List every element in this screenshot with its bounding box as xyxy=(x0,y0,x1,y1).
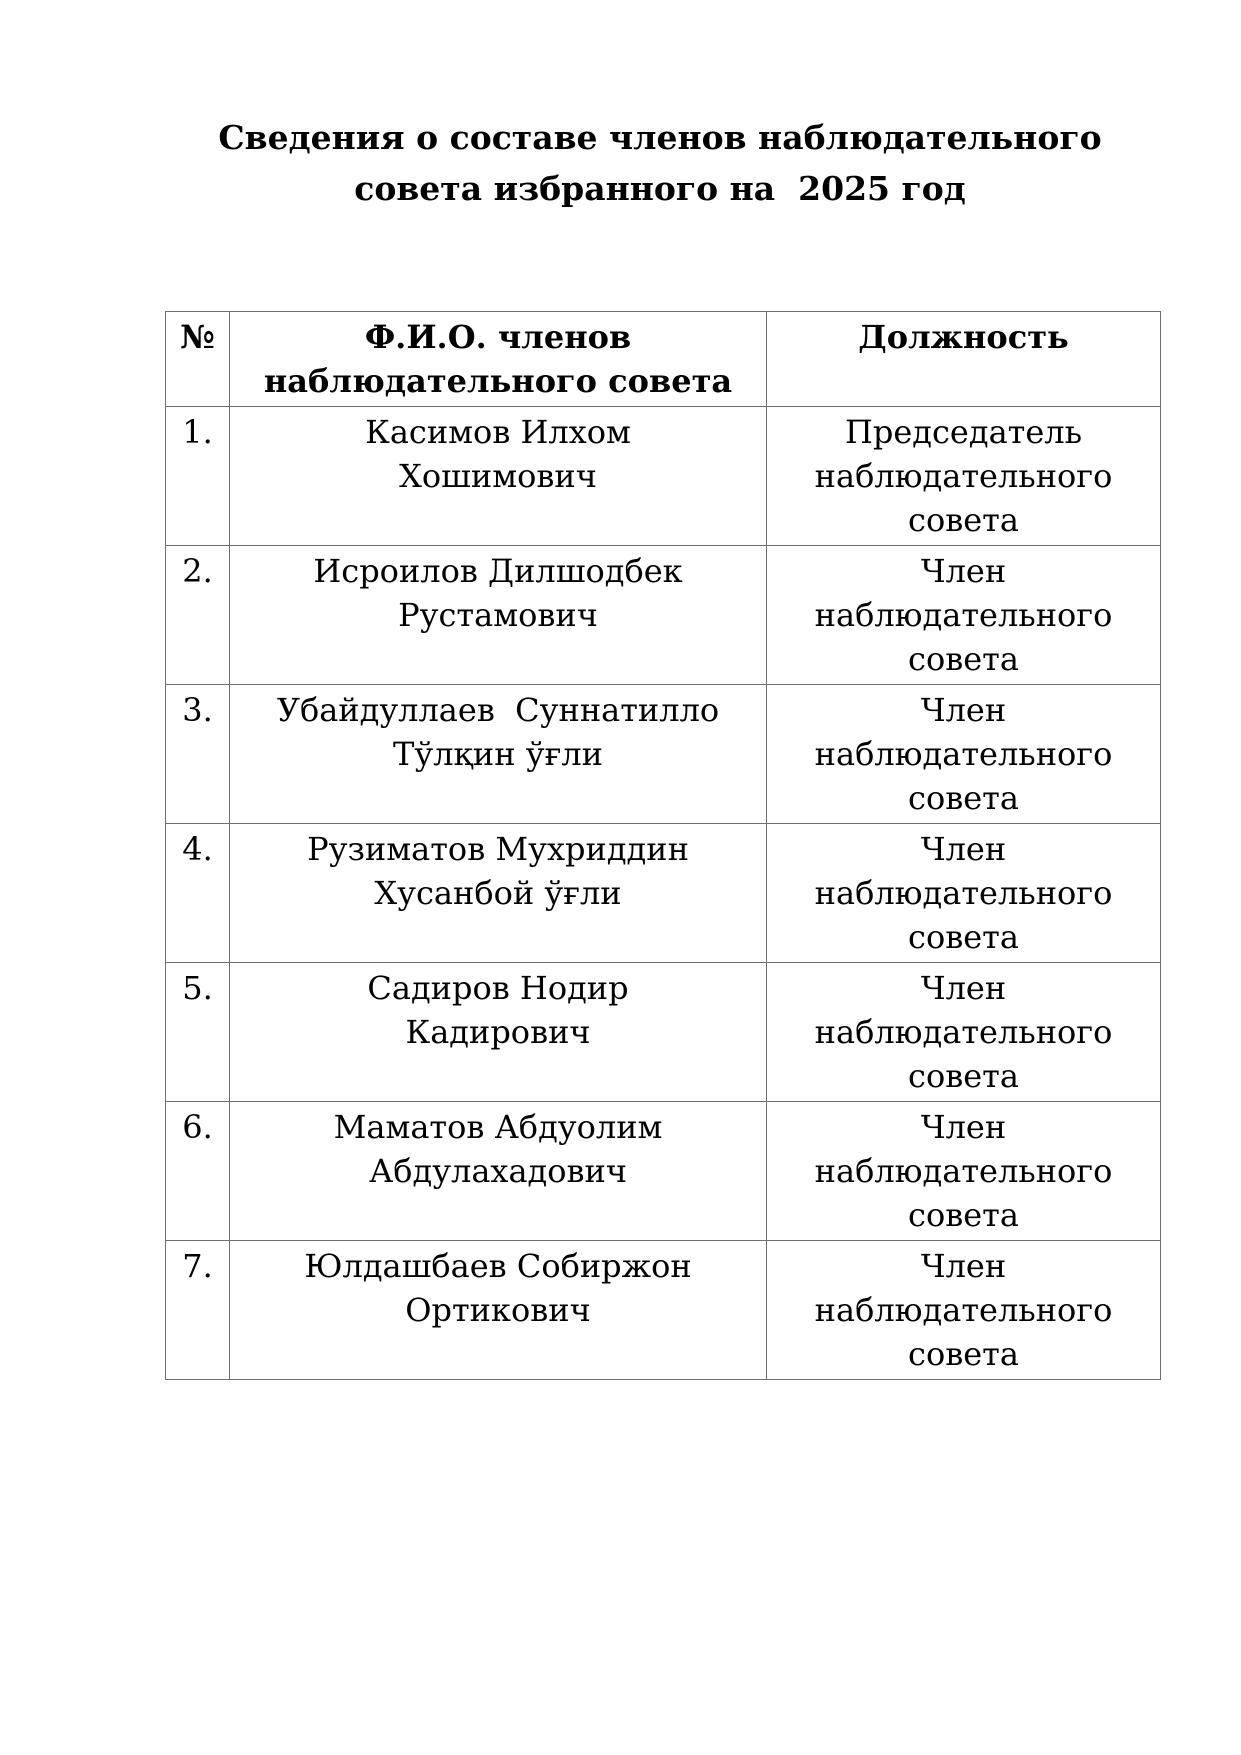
row-number: 1. xyxy=(166,407,230,546)
table-row xyxy=(166,824,1161,963)
table-header-row xyxy=(166,312,1161,407)
member-position-line: Член xyxy=(920,969,1007,1007)
member-name xyxy=(230,963,767,1102)
member-name xyxy=(230,1241,767,1380)
member-name-line: Хошимович xyxy=(399,457,597,495)
member-name-line: Садиров Нодир xyxy=(367,969,629,1007)
member-position xyxy=(767,1241,1161,1380)
member-name-line: Абдулахадович xyxy=(368,1152,628,1190)
member-position-line: наблюдательного xyxy=(814,457,1113,495)
member-name-line: Тўлқин ўғли xyxy=(393,735,603,773)
row-number: 4. xyxy=(166,824,230,963)
members-table xyxy=(165,311,1161,1380)
member-position xyxy=(767,546,1161,685)
row-number: 2. xyxy=(166,546,230,685)
member-name-line: Убайдуллаев Суннатилло xyxy=(276,691,720,729)
table-row xyxy=(166,546,1161,685)
member-position-line: Член xyxy=(920,552,1007,590)
member-position-line: наблюдательного xyxy=(814,1152,1113,1190)
row-number: 3. xyxy=(166,685,230,824)
table-row xyxy=(166,685,1161,824)
member-name-line: Юлдашбаев Собиржон xyxy=(304,1247,692,1285)
member-position-line: Член xyxy=(920,1247,1007,1285)
table-row xyxy=(166,963,1161,1102)
member-position-line: совета xyxy=(908,918,1019,956)
table-row xyxy=(166,1241,1161,1380)
member-position-line: Председатель xyxy=(844,413,1083,451)
member-position-line: Член xyxy=(920,1108,1007,1146)
member-position-line: наблюдательного xyxy=(814,596,1113,634)
member-position-line: совета xyxy=(908,1196,1019,1234)
member-name-line: Рузиматов Мухриддин xyxy=(307,830,689,868)
member-name xyxy=(230,407,767,546)
table-row xyxy=(166,407,1161,546)
member-name-line: Маматов Абдуолим xyxy=(333,1108,663,1146)
member-position-line: Член xyxy=(920,830,1007,868)
member-name-line: Кадирович xyxy=(405,1013,591,1051)
header-name-line-1: Ф.И.О. членов xyxy=(364,318,632,356)
member-name-line: Касимов Илхом xyxy=(365,413,631,451)
document-title xyxy=(110,112,1210,214)
member-position-line: наблюдательного xyxy=(814,1013,1113,1051)
header-name xyxy=(230,312,767,407)
header-position: Должность xyxy=(767,312,1161,407)
header-name-line-2: наблюдательного совета xyxy=(263,362,733,400)
header-number: № xyxy=(166,312,230,407)
row-number: 6. xyxy=(166,1102,230,1241)
member-position xyxy=(767,407,1161,546)
member-position-line: наблюдательного xyxy=(814,874,1113,912)
member-name xyxy=(230,1102,767,1241)
member-name xyxy=(230,685,767,824)
member-position-line: наблюдательного xyxy=(814,735,1113,773)
member-position-line: совета xyxy=(908,779,1019,817)
title-line-2: совета избранного на 2025 год xyxy=(354,169,966,208)
member-position-line: совета xyxy=(908,501,1019,539)
member-position xyxy=(767,1102,1161,1241)
member-name xyxy=(230,546,767,685)
member-name-line: Ортикович xyxy=(405,1291,591,1329)
member-name xyxy=(230,824,767,963)
title-line-1: Сведения о составе членов наблюдательного xyxy=(218,118,1102,157)
table-row xyxy=(166,1102,1161,1241)
member-position xyxy=(767,824,1161,963)
member-position xyxy=(767,685,1161,824)
member-name-line: Хусанбой ўғли xyxy=(374,874,622,912)
row-number: 7. xyxy=(166,1241,230,1380)
member-position-line: наблюдательного xyxy=(814,1291,1113,1329)
member-position-line: совета xyxy=(908,640,1019,678)
member-position-line: совета xyxy=(908,1335,1019,1373)
member-position-line: совета xyxy=(908,1057,1019,1095)
member-position-line: Член xyxy=(920,691,1007,729)
member-position xyxy=(767,963,1161,1102)
member-name-line: Исроилов Дилшодбек xyxy=(313,552,683,590)
row-number: 5. xyxy=(166,963,230,1102)
member-name-line: Рустамович xyxy=(398,596,598,634)
